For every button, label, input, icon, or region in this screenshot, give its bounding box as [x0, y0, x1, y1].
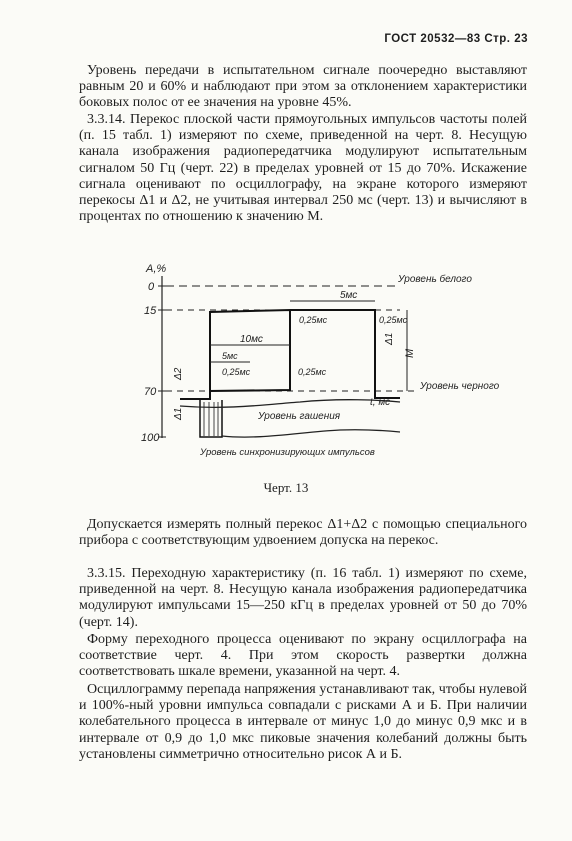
tick-0: 0: [148, 281, 155, 293]
paragraph-3: Допускается измерять полный перекос Δ1+Δ2 с помощью специального прибора с соответствующим удвоением допуска на перекос.: [79, 517, 527, 549]
label-black-level: Уровень черного: [420, 381, 500, 392]
sync-pulse: [200, 400, 222, 437]
tick-15: 15: [144, 305, 157, 317]
m-symbol: M: [404, 348, 416, 358]
label-blanking-level: Уровень гашения: [258, 411, 341, 422]
dim-5ms-top: 5мс: [340, 290, 358, 301]
paragraph-6: Осциллограмму перепада напряжения устанавливают так, чтобы нулевой и 100%-ный уровни импульса совпадали с рисками А и Б. При наличии колебательного процесса в интервале от минус 1,0 до минус 0,9 мкс и в интервале от 0,9 до 1,0 мкс пиковые значения колебаний должны быть установлены симметрично относительно рисок А и Б.: [79, 682, 527, 762]
tick-70: 70: [144, 386, 157, 398]
delta2-left: Δ2: [173, 367, 184, 380]
label-sync-level: Уровень синхронизирующих импульсов: [200, 447, 375, 458]
dim-5ms-low: 5мс: [222, 351, 238, 361]
dim-025-top2: 0,25мс: [379, 315, 408, 325]
dim-025-low1: 0,25мс: [222, 367, 251, 377]
dim-025-top1: 0,25мс: [299, 315, 328, 325]
sync-level-curve: [222, 430, 400, 437]
y-axis-label: A,%: [146, 263, 167, 275]
dim-10ms: 10мс: [240, 334, 263, 345]
label-t-axis: t, мс: [370, 397, 391, 408]
page-header: ГОСТ 20532—83 Стр. 23: [384, 33, 528, 45]
paragraph-2: 3.3.14. Перекос плоской части прямоугольных импульсов частоты полей (п. 15 табл. 1) измеряют по схеме, приведенной на черт. 8. Несущую канала изображения радиопередатчика модулируют испытательным сигналом 50 Гц (черт. 22) в пределах уровней от 15 до 70%. Искажение сигнала оценивают по осциллографу, на экране которого измеряют перекосы Δ1 и Δ2, не учитывая интервал 250 мс (черт. 13) и вычисляют в процентах по отношению к значению M.: [79, 112, 527, 225]
delta1-right: Δ1: [384, 332, 395, 345]
label-white-level: Уровень белого: [398, 274, 472, 285]
tick-100: 100: [141, 432, 160, 444]
blanking-level-curve: [180, 400, 400, 408]
paragraph-1: Уровень передачи в испытательном сигнале поочередно выставляют равным 20 и 60% и наблюдают при этом за отклонением характеристики боковых полос от ее значения на уровне 45%.: [79, 63, 527, 111]
figure-caption: Черт. 13: [263, 480, 309, 495]
delta1-left: Δ1: [173, 407, 184, 420]
paragraph-5: Форму переходного процесса оценивают по экрану осциллографа на соответствие черт. 4. При этом скорость развертки должна соответствовать шкале времени, указанной на черт. 4.: [79, 632, 527, 680]
paragraph-4: 3.3.15. Переходную характеристику (п. 16 табл. 1) измеряют по схеме, приведенной на черт. 8. Несущую канала изображения радиопередатчика модулируют импульсами 15—250 кГц в пределах уровней от 50 до 70% (черт. 14).: [79, 566, 527, 630]
dim-025-low2: 0,25мс: [298, 367, 327, 377]
